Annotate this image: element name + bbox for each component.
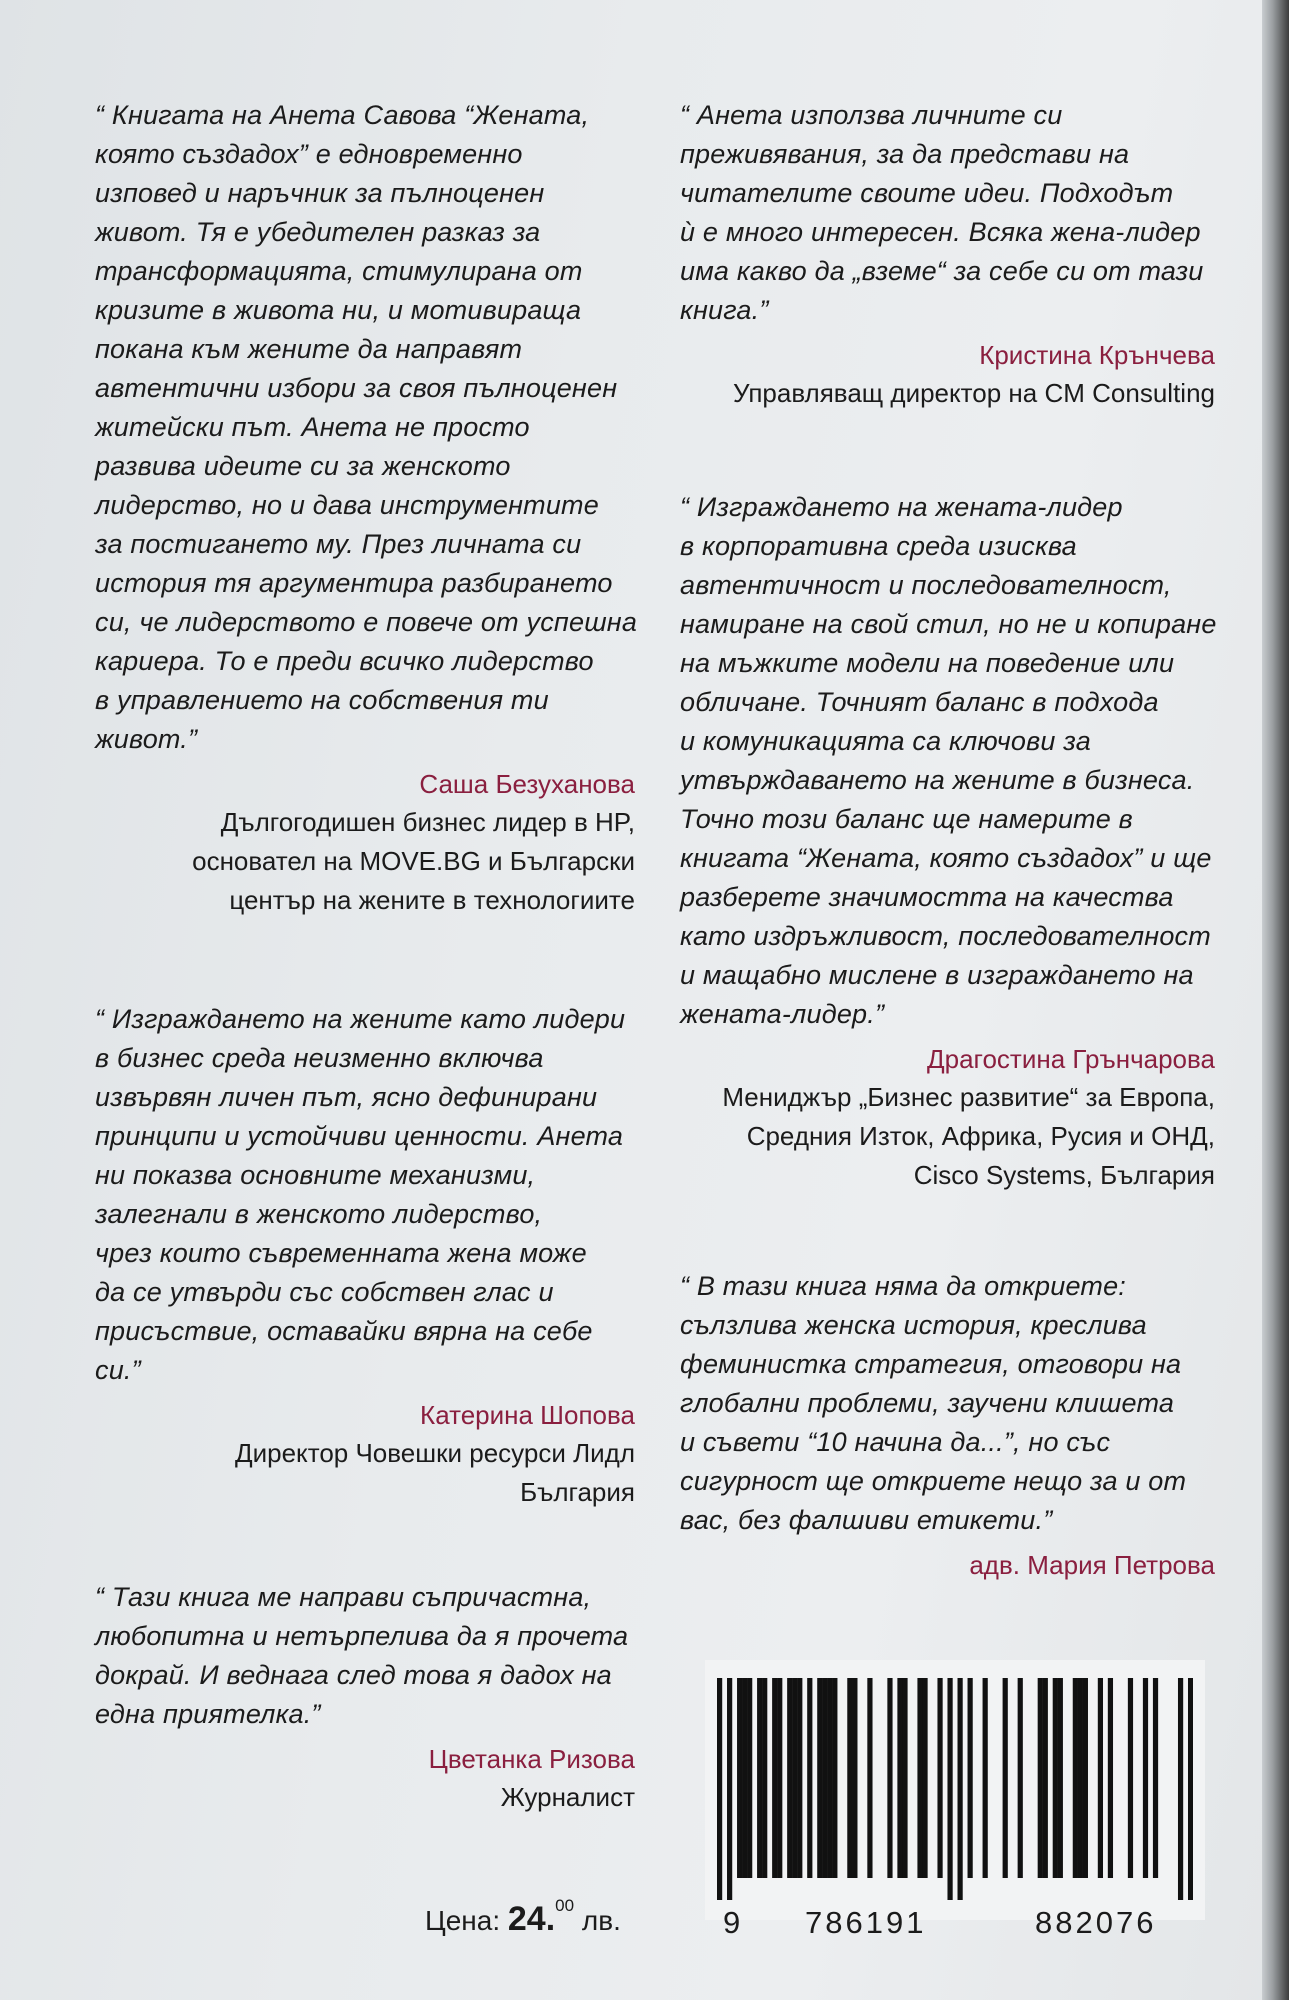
barcode-bar: [1143, 1678, 1148, 1878]
testimonial-petrova: [680, 1267, 1215, 1584]
quote-line: трансформацията, стимулирана от: [95, 256, 583, 286]
quote-line: която създадох” е едновременно: [95, 139, 523, 169]
barcode-bar: [1018, 1678, 1023, 1878]
quote-line: “ Изграждането на жената-лидер: [680, 492, 1123, 522]
cover-edge: [1262, 0, 1289, 2000]
quote-line: разберете значимостта на качества: [680, 882, 1174, 912]
price-whole: 24.: [507, 1900, 556, 1938]
testimonial-bezuhanova: [95, 96, 638, 920]
quote-line: обличане. Точният баланс в подхода: [680, 687, 1159, 717]
quote-line: феминистка стратегия, отговори на: [680, 1349, 1182, 1379]
barcode-bar: [937, 1678, 942, 1878]
testimonial-rizova: [95, 1578, 635, 1817]
quote-line: вас, без фалшиви етикети.”: [680, 1505, 1053, 1535]
quote-line: житейски път. Анета не просто: [95, 412, 530, 442]
barcode-bar: [832, 1678, 837, 1878]
role-line: България: [520, 1477, 635, 1507]
barcode-bar: [1108, 1678, 1113, 1878]
quote-line: развива идеите си за женското: [95, 451, 511, 481]
quote-line: автентични избори за своя пълноценен: [95, 373, 618, 403]
quote-line: “ В тази книга няма да откриете:: [680, 1271, 1126, 1301]
testimonial-grancharova: [680, 488, 1215, 1195]
barcode-bar: [817, 1678, 822, 1878]
quote-line: чрез които съвременната жена може: [95, 1238, 587, 1268]
barcode-bar: [762, 1678, 767, 1878]
testimonial-kranacheva: [680, 96, 1215, 413]
quote-line: “ Тази книга ме направи съпричастна,: [95, 1582, 592, 1612]
quote-line: има какво да „вземе“ за себе си от тази: [680, 256, 1204, 286]
quote-line: залегнали в женското лидерство,: [95, 1199, 543, 1229]
barcode-bar: [772, 1678, 777, 1878]
barcode-bar: [807, 1678, 812, 1878]
barcode-bar: [827, 1678, 832, 1878]
barcode-bar: [1188, 1678, 1193, 1900]
role-line: Журналист: [500, 1782, 635, 1812]
role-line: Дългогодишен бизнес лидер в HP,: [220, 807, 635, 837]
quote-line: в бизнес среда неизменно включва: [95, 1043, 544, 1073]
quote-line: изповед и наръчник за пълноценен: [95, 178, 545, 208]
quote-line: ни показва основните механизми,: [95, 1160, 536, 1190]
barcode-bar: [897, 1678, 902, 1878]
barcode-bar: [847, 1678, 852, 1878]
barcode-bar: [917, 1678, 922, 1878]
barcode-bar: [787, 1678, 792, 1878]
barcode-bar: [867, 1678, 872, 1878]
barcode-bar: [717, 1678, 722, 1900]
quote-text: [680, 488, 1215, 1034]
quote-text: [95, 1000, 635, 1390]
quote-line: живот. Тя е убедителен разказ за: [95, 217, 541, 247]
quote-line: жената-лидер.”: [680, 999, 885, 1029]
quote-line: в управлението на собствения ти: [95, 685, 549, 715]
quote-line: книгата “Жената, която създадох” и ще: [680, 843, 1212, 873]
barcode-bar: [902, 1678, 907, 1878]
quote-author: Кристина Крънчева: [979, 340, 1215, 370]
role-line: Мениджър „Бизнес развитие“ за Европа,: [722, 1082, 1215, 1112]
quote-line: кризите в живота ни, и мотивираща: [95, 295, 582, 325]
quote-line: кариера. То е преди всичко лидерство: [95, 646, 594, 676]
barcode-bar: [922, 1678, 927, 1878]
quote-author: Цветанка Ризова: [428, 1744, 635, 1774]
barcode-bar: [792, 1678, 797, 1878]
isbn-barcode: [705, 1660, 1205, 1940]
quote-text: [95, 96, 638, 759]
barcode-bar: [852, 1678, 857, 1878]
quote-line: сигурност ще откриете нещо за и от: [680, 1466, 1187, 1496]
quote-line: и съвети “10 начина да...”, но със: [680, 1427, 1111, 1457]
quote-line: “ Изграждането на жените като лидери: [95, 1004, 626, 1034]
barcode-bar: [1073, 1678, 1078, 1878]
price-label: [425, 1896, 621, 1939]
quote-text: [680, 1267, 1215, 1540]
barcode-bar: [958, 1678, 963, 1900]
quote-line: “ Анета използва личните си: [680, 100, 1063, 130]
author-role: [680, 374, 1215, 413]
quote-line: в корпоративна среда изисква: [680, 531, 1077, 561]
barcode-group-2: 882076: [1035, 1905, 1157, 1940]
quote-line: принципи и устойчиви ценности. Анета: [95, 1121, 624, 1151]
barcode-bar: [983, 1678, 988, 1878]
author-role: [95, 803, 635, 920]
author-role: [95, 1778, 635, 1817]
barcode-bar: [777, 1678, 782, 1878]
quote-line: лидерство, но и дава инструментите: [95, 490, 599, 520]
quote-line: преживявания, за да представи на: [680, 139, 1130, 169]
quote-line: сълзлива женска история, креслива: [680, 1310, 1147, 1340]
quote-line: автентичност и последователност,: [680, 570, 1172, 600]
barcode-bar: [887, 1678, 892, 1878]
barcode-bar: [947, 1678, 952, 1900]
role-line: Средния Изток, Африка, Русия и ОНД,: [746, 1121, 1215, 1151]
quote-author: Саша Безуханова: [419, 769, 635, 799]
quote-line: и комуникацията са ключови за: [680, 726, 1091, 756]
barcode-bar: [1043, 1678, 1048, 1878]
quote-line: като издръжливост, последователност: [680, 921, 1211, 951]
barcode-bar: [1153, 1678, 1158, 1878]
price-currency: лв.: [581, 1905, 621, 1936]
quote-line: глобални проблеми, заучени клишета: [680, 1388, 1175, 1418]
quote-line: читателите своите идеи. Подходът: [680, 178, 1174, 208]
quote-line: намиране на свой стил, но не и копиране: [680, 609, 1217, 639]
quote-author: Драгостина Грънчарова: [927, 1044, 1215, 1074]
testimonial-shopova: [95, 1000, 635, 1512]
barcode-bars: [717, 1678, 1193, 1900]
barcode-bar: [1078, 1678, 1083, 1878]
quote-line: Точно този баланс ще намерите в: [680, 804, 1133, 834]
barcode-bar: [968, 1678, 973, 1878]
quote-line: извървян личен път, ясно дефинирани: [95, 1082, 598, 1112]
barcode-group-1: 786191: [805, 1905, 927, 1940]
role-line: Директор Човешки ресурси Лидл: [235, 1438, 635, 1468]
quote-text: [95, 1578, 635, 1734]
quote-line: и мащабно мислене в изграждането на: [680, 960, 1194, 990]
quote-line: присъствие, оставайки вярна на себе: [95, 1316, 593, 1346]
barcode-bar: [1053, 1678, 1058, 1878]
quote-line: покана към жените да направят: [95, 334, 523, 364]
quote-line: да се утвърди със собствен глас и: [95, 1277, 554, 1307]
barcode-bar: [757, 1678, 762, 1878]
author-role: [95, 1434, 635, 1512]
barcode-bar: [822, 1678, 827, 1878]
barcode-bar: [727, 1678, 732, 1900]
barcode-bar: [1003, 1678, 1008, 1878]
quote-line: докрай. И веднага след това я дадох на: [95, 1660, 612, 1690]
quote-line: на мъжките модели на поведение или: [680, 648, 1175, 678]
quote-line: “ Книгата на Анета Савова “Жената,: [95, 100, 590, 130]
quote-line: ѝ е много интересен. Всяка жена-лидер: [680, 217, 1201, 247]
author-role: [680, 1078, 1215, 1195]
barcode-bar: [742, 1678, 747, 1878]
barcode-bar: [737, 1678, 742, 1878]
quote-line: за постигането му. През личната си: [95, 529, 582, 559]
quote-author: адв. Мария Петрова: [969, 1550, 1215, 1580]
barcode-lead-digit: 9: [723, 1905, 741, 1940]
price-caption: Цена:: [425, 1905, 501, 1936]
role-line: основател на MOVE.BG и Български: [192, 846, 635, 876]
barcode-bar: [797, 1678, 802, 1878]
barcode-bar: [1038, 1678, 1043, 1878]
quote-line: си, че лидерството е повече от успешна: [95, 607, 638, 637]
barcode-bar: [1178, 1678, 1183, 1900]
quote-author: Катерина Шопова: [420, 1400, 635, 1430]
barcode-bar: [1098, 1678, 1103, 1878]
barcode-bar: [1058, 1678, 1063, 1878]
role-line: Управляващ директор на CM Consulting: [732, 378, 1215, 408]
quote-line: една приятелка.”: [95, 1699, 321, 1729]
quote-line: утвърждаването на жените в бизнеса.: [680, 765, 1195, 795]
quote-line: книга.”: [680, 295, 769, 325]
quote-line: си.”: [95, 1355, 141, 1385]
quote-line: любопитна и нетърпелива да я прочета: [95, 1621, 629, 1651]
quote-line: живот.”: [95, 724, 198, 754]
role-line: център на жените в технологиите: [229, 885, 635, 915]
barcode-bar: [1128, 1678, 1133, 1878]
quote-line: история тя аргументира разбирането: [95, 568, 613, 598]
barcode-bar: [1083, 1678, 1088, 1878]
price-cents: 00: [555, 1896, 575, 1915]
quote-text: [680, 96, 1215, 330]
barcode-bar: [747, 1678, 752, 1878]
role-line: Cisco Systems, България: [913, 1160, 1215, 1190]
